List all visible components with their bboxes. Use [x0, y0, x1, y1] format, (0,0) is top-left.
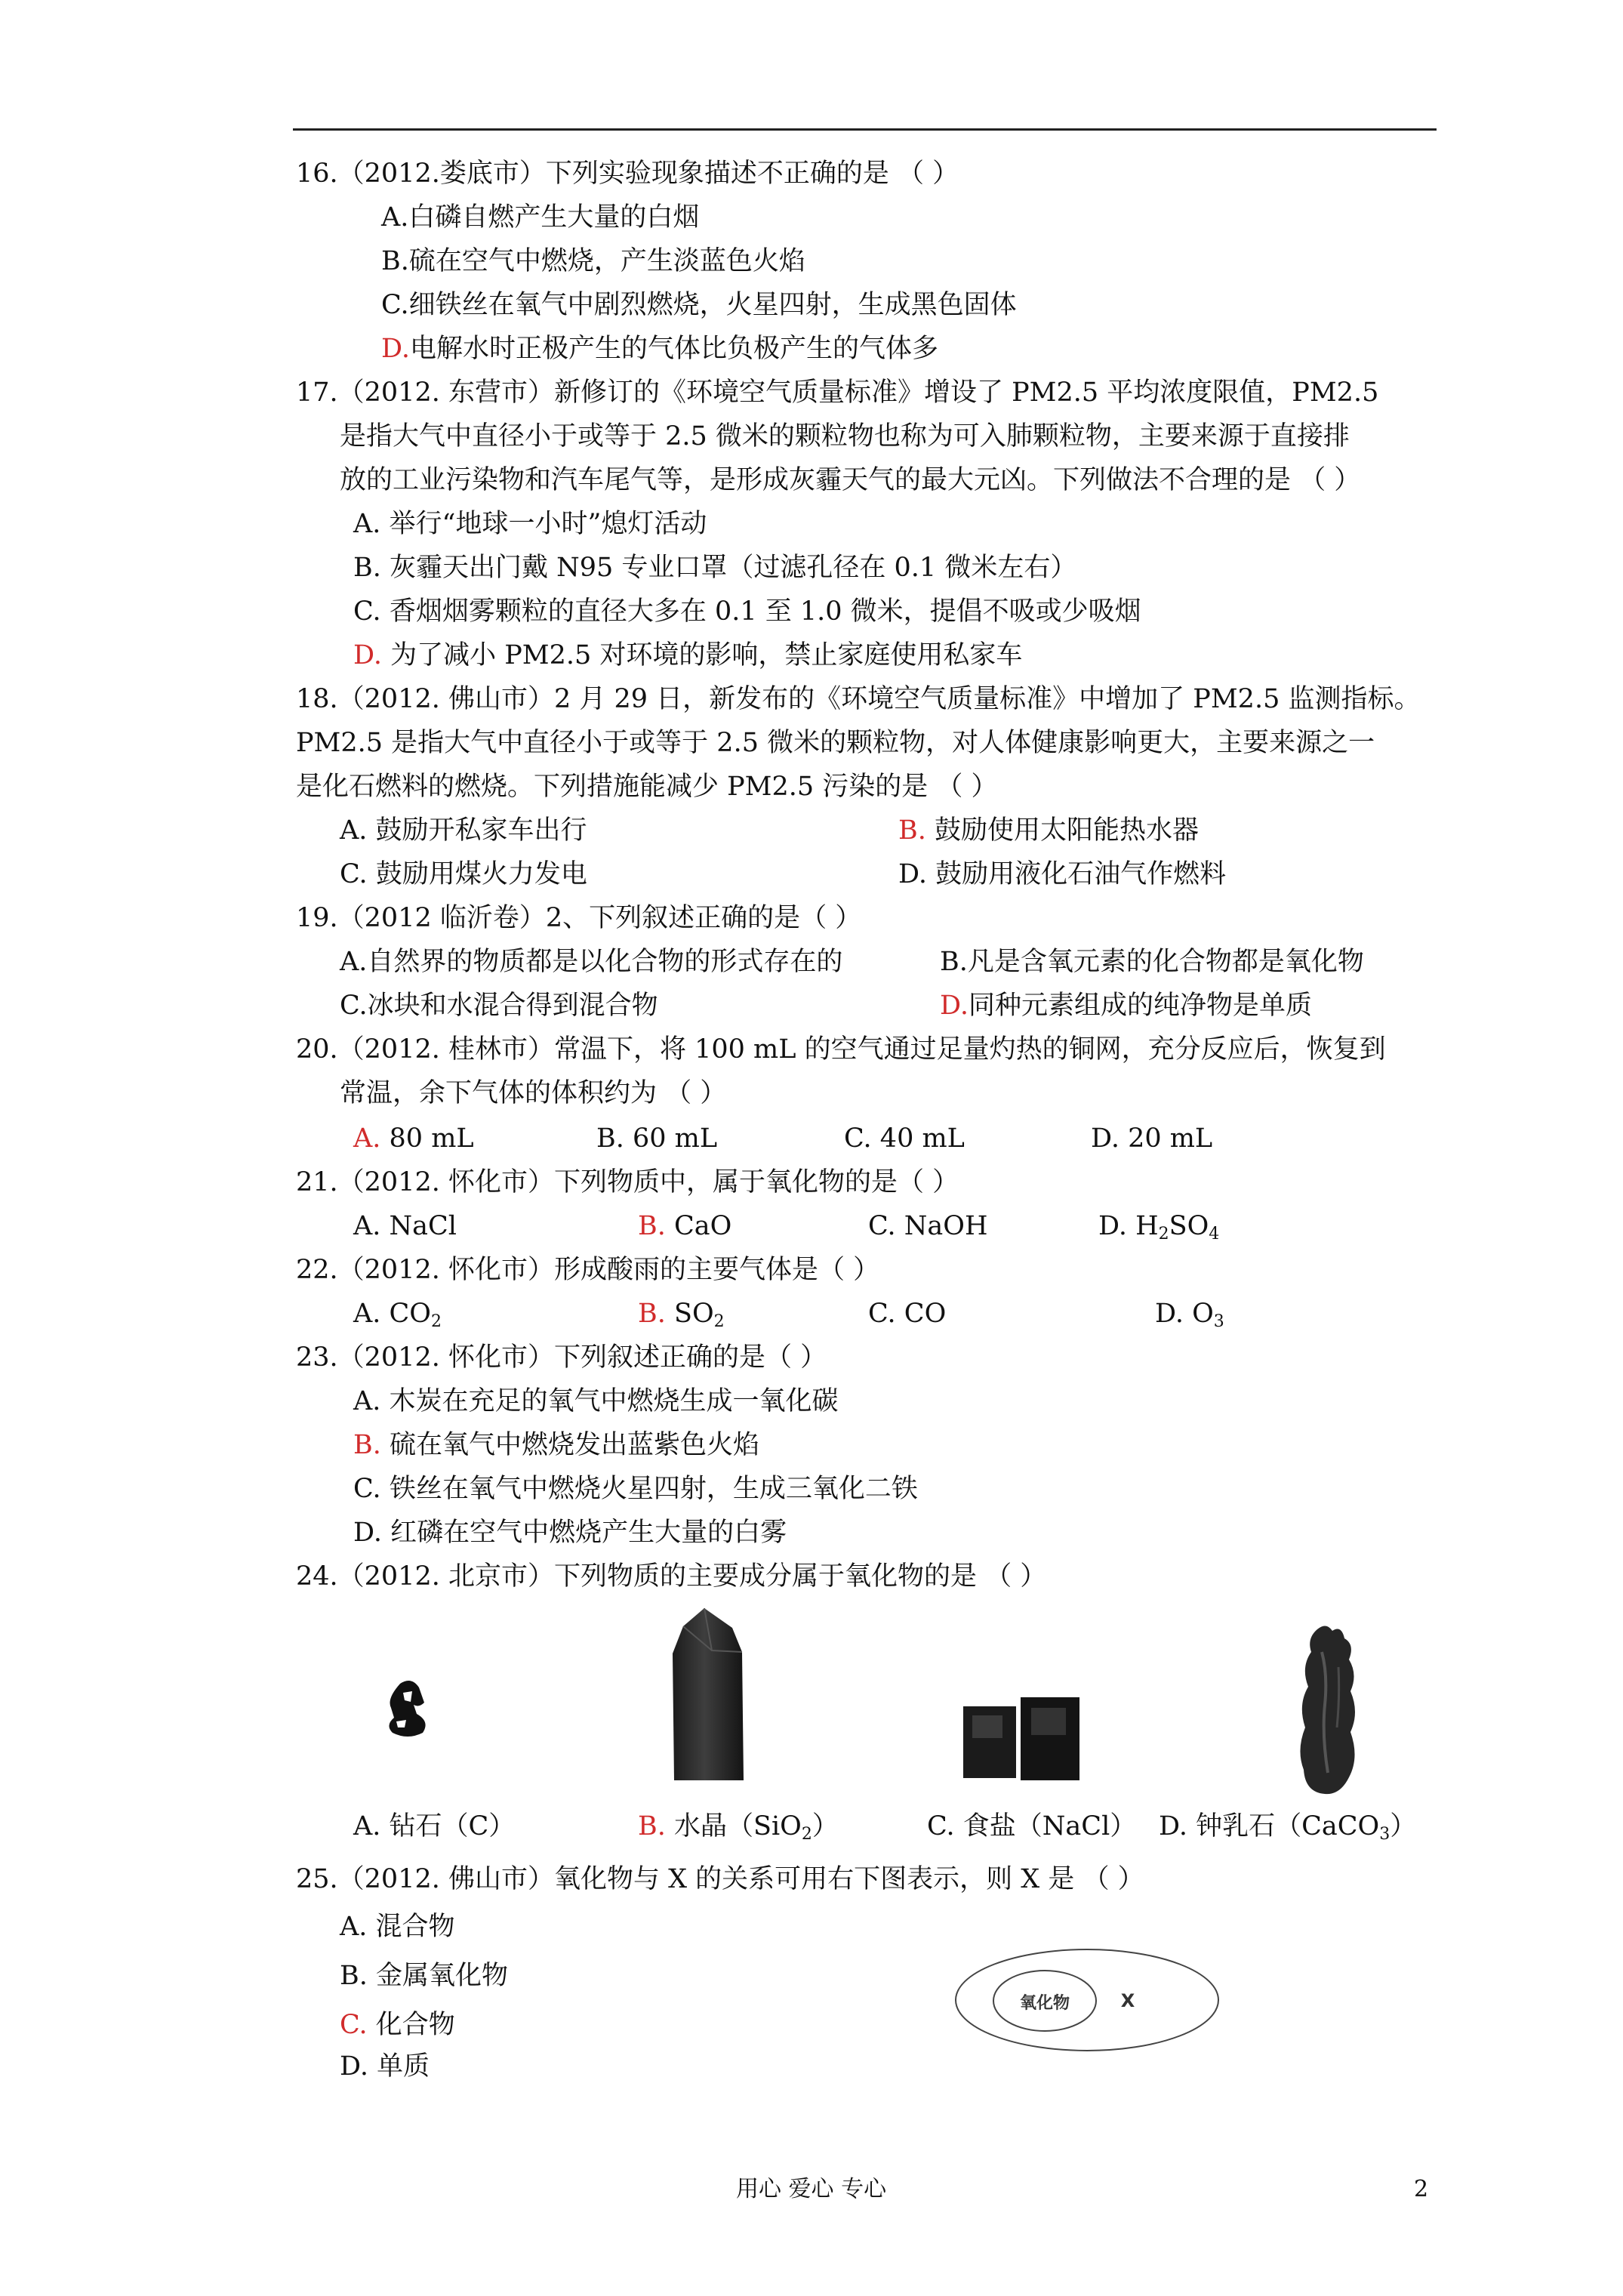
q17-stem-line1: 17.（2012. 东营市）新修订的《环境空气质量标准》增设了 PM2.5 平均浓度限值，PM2.5 [296, 378, 1379, 408]
q17-option-b: B. 灰霾天出门戴 N95 专业口罩（过滤孔径在 0.1 微米左右） [353, 553, 1077, 583]
q18-stem-line2: PM2.5 是指大气中直径小于或等于 2.5 微米的颗粒物，对人体健康影响更大，主要来源之一 [296, 728, 1375, 758]
q18-option-d: D. 鼓励用液化石油气作燃料 [898, 859, 1227, 889]
stalactite-image [1295, 1622, 1363, 1797]
q16-option-b: B.硫在空气中燃烧，产生淡蓝色火焰 [381, 246, 805, 276]
q20-stem-line1: 20.（2012. 桂林市）常温下，将 100 mL 的空气通过足量灼热的铜网，充分反应后，恢复到 [296, 1034, 1386, 1065]
page-number: 2 [1414, 2176, 1429, 2202]
q18-stem-line1: 18.（2012. 佛山市）2 月 29 日，新发布的《环境空气质量标准》中增加了 PM2.5 监测指标。 [296, 684, 1421, 714]
q25-option-b: B. 金属氧化物 [340, 1961, 508, 1991]
q20-stem-line2: 常温，余下气体的体积约为 （ ） [340, 1078, 727, 1108]
salt-crystals-image [959, 1693, 1084, 1782]
q16-option-c: C.细铁丝在氧气中剧烈燃烧，火星四射，生成黑色固体 [381, 290, 1017, 320]
q21-option-a: A. NaCl [353, 1211, 457, 1241]
q25-option-c: C. 化合物 [340, 2010, 455, 2040]
q21-stem: 21.（2012. 怀化市）下列物质中，属于氧化物的是（ ） [296, 1167, 959, 1197]
header-rule [293, 128, 1437, 131]
q19-option-c: C.冰块和水混合得到混合物 [340, 991, 658, 1021]
q16-option-a: A.白磷自燃产生大量的白烟 [381, 202, 700, 233]
diamond-image [377, 1676, 438, 1744]
q20-option-a: A. 80 mL [353, 1123, 474, 1154]
q21-option-b: B. CaO [638, 1211, 732, 1241]
q17-option-c: C. 香烟烟雾颗粒的直径大多在 0.1 至 1.0 微米，提倡不吸或少吸烟 [353, 596, 1141, 627]
q19-option-d: D.同种元素组成的纯净物是单质 [940, 991, 1312, 1021]
q24-option-c: C. 食盐（NaCl） [927, 1811, 1137, 1841]
q17-stem-line3: 放的工业污染物和汽车尾气等，是形成灰霾天气的最大元凶。下列做法不合理的是 （ ） [340, 465, 1361, 495]
q21-option-c: C. NaOH [868, 1211, 988, 1241]
q23-option-a: A. 木炭在充足的氧气中燃烧生成一氧化碳 [353, 1386, 839, 1416]
quartz-crystal-image [668, 1607, 751, 1782]
q25-option-d: D. 单质 [340, 2051, 430, 2082]
q19-option-a: A.自然界的物质都是以化合物的形式存在的 [340, 947, 843, 977]
q21-option-d: D. $H_2SO_4$ [1098, 1211, 1220, 1244]
q18-option-c: C. 鼓励用煤火力发电 [340, 859, 587, 889]
q17-option-d: D. 为了减小 PM2.5 对环境的影响，禁止家庭使用私家车 [353, 640, 1023, 670]
q22-option-a: A. $CO_2$ [353, 1299, 442, 1331]
q24-option-d: D. 钟乳石（CaCO$_3$） [1159, 1811, 1417, 1844]
q20-option-b: B. 60 mL [596, 1123, 718, 1154]
q25-stem: 25.（2012. 佛山市）氧化物与 X 的关系可用右下图表示，则 X 是 （ ） [296, 1864, 1144, 1894]
footer-slogan: 用心 爱心 专心 [736, 2176, 887, 2202]
venn-diagram [953, 1946, 1221, 2054]
q19-stem: 19.（2012 临沂卷）2、下列叙述正确的是（ ） [296, 903, 862, 933]
q18-option-a: A. 鼓励开私家车出行 [340, 815, 587, 846]
q22-option-b: B. $SO_2$ [638, 1299, 725, 1331]
q23-option-c: C. 铁丝在氧气中燃烧火星四射，生成三氧化二铁 [353, 1474, 918, 1504]
venn-inner-label: 氧化物 [1019, 1994, 1070, 2013]
q17-stem-line2: 是指大气中直径小于或等于 2.5 微米的颗粒物也称为可入肺颗粒物，主要来源于直接排 [340, 421, 1350, 451]
q24-option-b: B. 水晶（SiO$_2$） [638, 1811, 839, 1844]
q23-option-b: B. 硫在氧气中燃烧发出蓝紫色火焰 [353, 1430, 760, 1460]
q20-option-d: D. 20 mL [1091, 1123, 1213, 1154]
q24-stem: 24.（2012. 北京市）下列物质的主要成分属于氧化物的是 （ ） [296, 1561, 1047, 1592]
q18-option-b: B. 鼓励使用太阳能热水器 [898, 815, 1200, 846]
q23-option-d: D. 红磷在空气中燃烧产生大量的白雾 [353, 1518, 787, 1548]
q18-stem-line3: 是化石燃料的燃烧。下列措施能减少 PM2.5 污染的是 （ ） [296, 772, 998, 802]
q25-option-a: A. 混合物 [340, 1912, 455, 1942]
q22-stem: 22.（2012. 怀化市）形成酸雨的主要气体是（ ） [296, 1255, 880, 1285]
q16-option-d: D.电解水时正极产生的气体比负极产生的气体多 [381, 334, 938, 364]
q19-option-b: B.凡是含氧元素的化合物都是氧化物 [940, 947, 1364, 977]
q24-option-a: A. 钻石（C） [353, 1811, 516, 1841]
q23-stem: 23.（2012. 怀化市）下列叙述正确的是（ ） [296, 1342, 827, 1373]
venn-outer-label: X [1120, 1990, 1135, 2011]
q20-option-c: C. 40 mL [844, 1123, 965, 1154]
q17-option-a: A. 举行“地球一小时”熄灯活动 [353, 509, 707, 539]
q22-option-c: C. CO [868, 1299, 947, 1329]
q22-option-d: D. $O_3$ [1155, 1299, 1224, 1331]
q16-stem: 16.（2012.娄底市）下列实验现象描述不正确的是 （ ） [296, 159, 959, 189]
